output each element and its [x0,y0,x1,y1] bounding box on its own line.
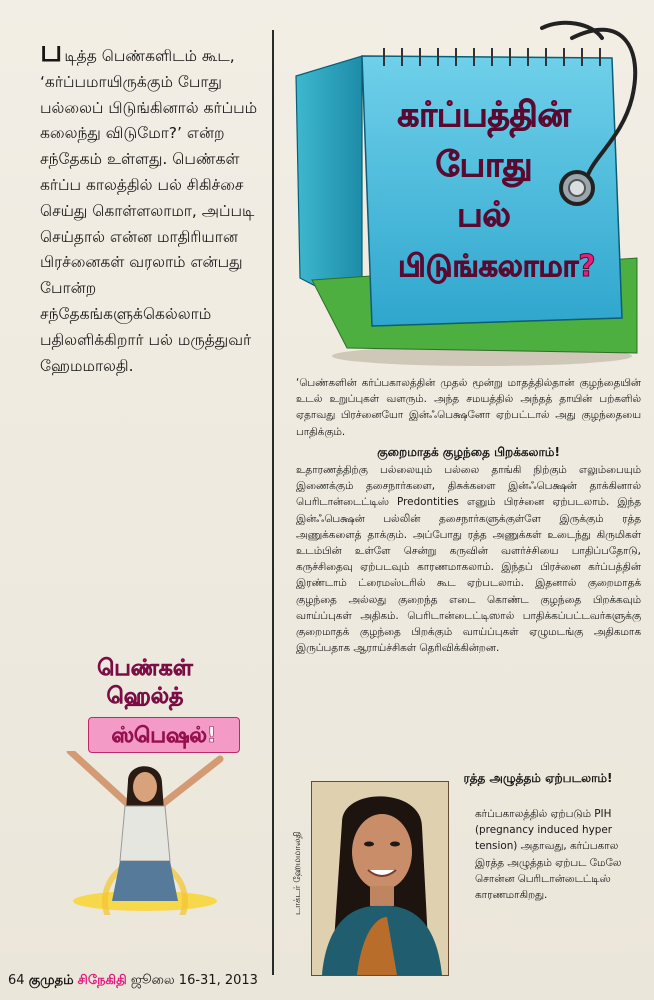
column-divider [272,30,274,975]
article-side-text: கர்ப்பகாலத்தில் ஏற்படும் PIH (pregnancy induced hyper tension) அதாவது, கர்ப்பகால இரத்த அழுத்தம் ஏற்பட மேலே சொன்ன பெரிடான்டைட்டிஸ் காரணமாகிறது. [475,808,622,902]
woman-celebrating-illustration [60,751,230,915]
badge-line-2: ஹெல்த் [106,684,184,709]
magazine-name: குமுதம் [28,973,74,988]
issue-date: ஜூலை 16-31, 2013 [130,973,258,988]
title-line-1: கர்ப்பத்தின் [397,95,571,135]
intro-paragraph [40,34,265,379]
title-line-2: போது [435,145,533,185]
title-line-3: பல் [457,195,511,235]
desk-calendar-illustration [292,18,646,370]
supplement-brand: சிநேகிதி [77,973,127,988]
badge-line-3: ஸ்பெஷல்! [88,717,240,753]
subheading-blood-pressure: ரத்த அழுத்தம் ஏற்படலாம்! [463,771,613,785]
article-paragraph: உதாரணத்திற்கு பல்லையும் பல்லை தாங்கி நிற்கும் எலும்பையும் இணைக்கும் தசைநார்களை, திசுக்களை இன்ஃபெக்ஷன் தாக்கினால் பெரிடான்டைட்டிஸ் Predontities எனும் பிரச்னை ஏற்படலாம். இந்த இன்ஃபெக்ஷன் பல்லின் தசைநார்களுக்குள்ளே இருக்கும் ரத்த அணுக்களைத் தாக்கும். அப்போது ரத்த அணுக்கள் உடைந்து கிருமிகள் உடம்பின் உள்ளே சென்று கருவின் வளர்ச்சியை பாதிப்பதோடு, கருச்சிதைவு ஏற்படவும் காரணமாகலாம். இந்தப் பிரச்னை கர்ப்பத்தின் இரண்டாம் ட்ரைமஸ்டரில் கூட ஏற்படலாம். இதனால் குறைமாதக் குழந்தை அல்லது குறைந்த எடை கொண்ட குழந்தை பிறக்கவும் வாய்ப்புகள் அதிகம். பெரிடான்டைட்டிஸால் பாதிக்கப்பட்டவர்களுக்கு குறைமாதக் குழந்தை பிறக்கும் வாய்ப்புகள் ஏழுமடங்கு அதிகமாக இருப்பதாக ஆராய்ச்சிகள் தெரிவிக்கின்றன. [296,464,641,655]
badge-line-1: பெண்கள் [97,656,193,681]
doctor-photo [311,781,449,976]
article-body [296,375,641,656]
intro-text: டித்த பெண்களிடம் கூட, ‘கர்ப்பமாயிருக்கும் போது பல்லைப் பிடுங்கினால் கர்ப்பம் கலைந்து விடுமோ?’ என்ற சந்தேகம் உள்ளது. பெண்கள் கர்ப்ப காலத்தில் பல் சிகிச்சை செய்து கொள்ளலாமா, அப்படி செய்தால் என்ன மாதிரியான பிரச்னைகள் வரலாம் என்பது போன்ற சந்தேகங்களுக்கெல்லாம் பதிலளிக்கிறார் பல் மருத்துவர் ஹேமமாலதி. [40,47,258,375]
photo-caption: டாக்டர் ஹேமமாலதி [293,831,303,915]
women-health-special-badge [60,655,230,915]
page-number: 64 [8,973,25,988]
article-lead: ‘பெண்களின் கர்ப்பகாலத்தின் முதல் மூன்று மாதத்தில்தான் குழந்தையின் உடல் உறுப்புகள் வளரும். அந்த சமயத்தில் அந்தத் தாயின் பற்களில் ஏதாவது பிரச்னையோ இன்ஃபெக்ஷனோ ஏற்பட்டால் அது குழந்தையை பாதிக்கும். [296,377,641,438]
page-footer [8,972,648,990]
drop-cap: ப [40,34,63,69]
calendar-side [296,56,362,310]
title-line-4: பிடுங்கலாமா? [398,249,596,284]
subheading-premature: குறைமாதக் குழந்தை பிறக்கலாம்! [377,444,560,459]
article-side-paragraph [475,806,640,903]
